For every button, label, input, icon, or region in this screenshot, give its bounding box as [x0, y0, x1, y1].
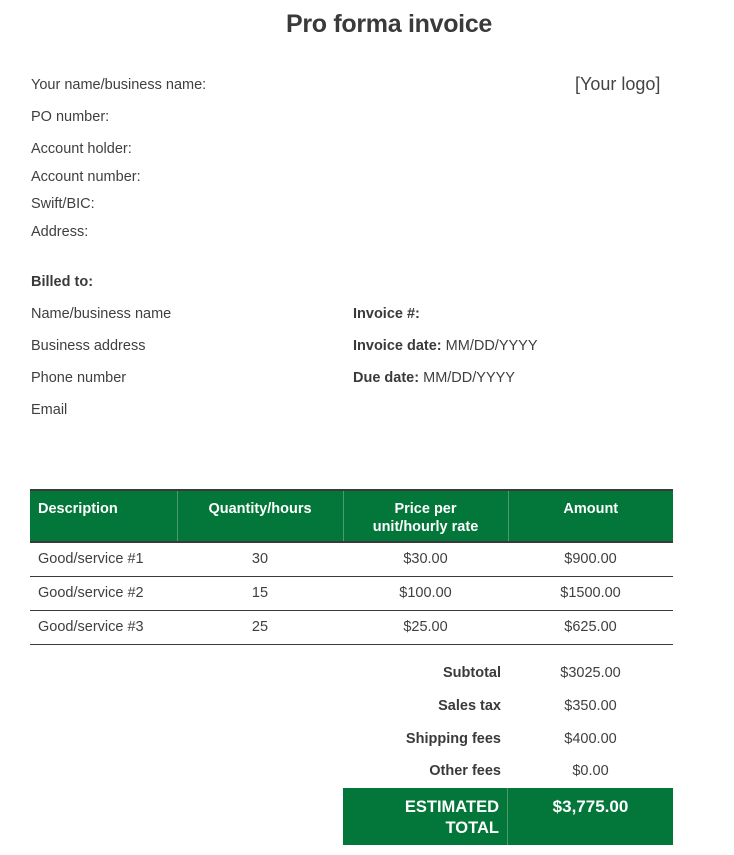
subtotal-label: Subtotal	[443, 665, 501, 681]
header-price	[343, 490, 508, 542]
table-header-row	[30, 490, 673, 542]
row-description: Good/service #1	[30, 542, 177, 576]
invoice-date-label: Invoice date:	[353, 338, 442, 354]
account-holder-label: Account holder:	[31, 141, 132, 157]
row-quantity: 30	[177, 542, 343, 576]
shipping-fees-label: Shipping fees	[405, 731, 501, 747]
billed-to-email: Email	[31, 402, 68, 418]
row-description: Good/service #2	[30, 576, 177, 610]
estimated-total-box	[343, 788, 673, 845]
header-price-line2: unit/hourly rate	[372, 519, 479, 535]
row-description: Good/service #3	[30, 610, 177, 644]
po-number-label: PO number:	[31, 109, 110, 125]
account-number-label: Account number:	[31, 169, 141, 185]
header-quantity: Quantity/hours	[177, 490, 343, 542]
invoice-date	[353, 338, 538, 354]
billed-to-phone: Phone number	[31, 370, 127, 386]
row-amount: $900.00	[508, 542, 673, 576]
row-amount: $1500.00	[508, 576, 673, 610]
billed-to-heading: Billed to:	[31, 274, 94, 290]
estimated-total-label	[343, 788, 508, 845]
header-price-line1: Price per	[394, 501, 457, 517]
subtotal-value: $3025.00	[560, 665, 621, 681]
other-fees-value: $0.00	[572, 763, 609, 779]
invoice-date-value: MM/DD/YYYY	[445, 338, 538, 354]
sales-tax-label: Sales tax	[438, 698, 501, 714]
billed-to-name: Name/business name	[31, 306, 172, 322]
sales-tax-value: $350.00	[564, 698, 617, 714]
row-amount: $625.00	[508, 610, 673, 644]
page-title: Pro forma invoice	[285, 10, 493, 38]
due-date-value: MM/DD/YYYY	[423, 370, 515, 386]
row-quantity: 25	[177, 610, 343, 644]
due-date-label: Due date:	[353, 370, 420, 386]
sender-name-label: Your name/business name:	[31, 77, 207, 93]
row-price: $30.00	[343, 542, 508, 576]
estimated-total-value: $3,775.00	[552, 797, 629, 816]
table-row	[30, 610, 673, 644]
line-items-table	[30, 489, 673, 645]
total-label-line2: TOTAL	[445, 819, 499, 837]
row-quantity: 15	[177, 576, 343, 610]
shipping-fees-value: $400.00	[564, 731, 617, 747]
row-price: $100.00	[343, 576, 508, 610]
total-label-line1: ESTIMATED	[404, 798, 499, 816]
header-amount: Amount	[508, 490, 673, 542]
due-date	[353, 370, 515, 386]
invoice-number-label: Invoice #:	[353, 306, 420, 322]
table-row	[30, 542, 673, 576]
row-price: $25.00	[343, 610, 508, 644]
swift-bic-label: Swift/BIC:	[31, 196, 95, 212]
address-label: Address:	[31, 224, 89, 240]
other-fees-label: Other fees	[429, 763, 501, 779]
table-row	[30, 576, 673, 610]
billed-to-address: Business address	[31, 338, 146, 354]
header-description: Description	[30, 490, 177, 542]
logo-placeholder: [Your logo]	[575, 74, 661, 94]
invoice-number	[353, 306, 420, 322]
